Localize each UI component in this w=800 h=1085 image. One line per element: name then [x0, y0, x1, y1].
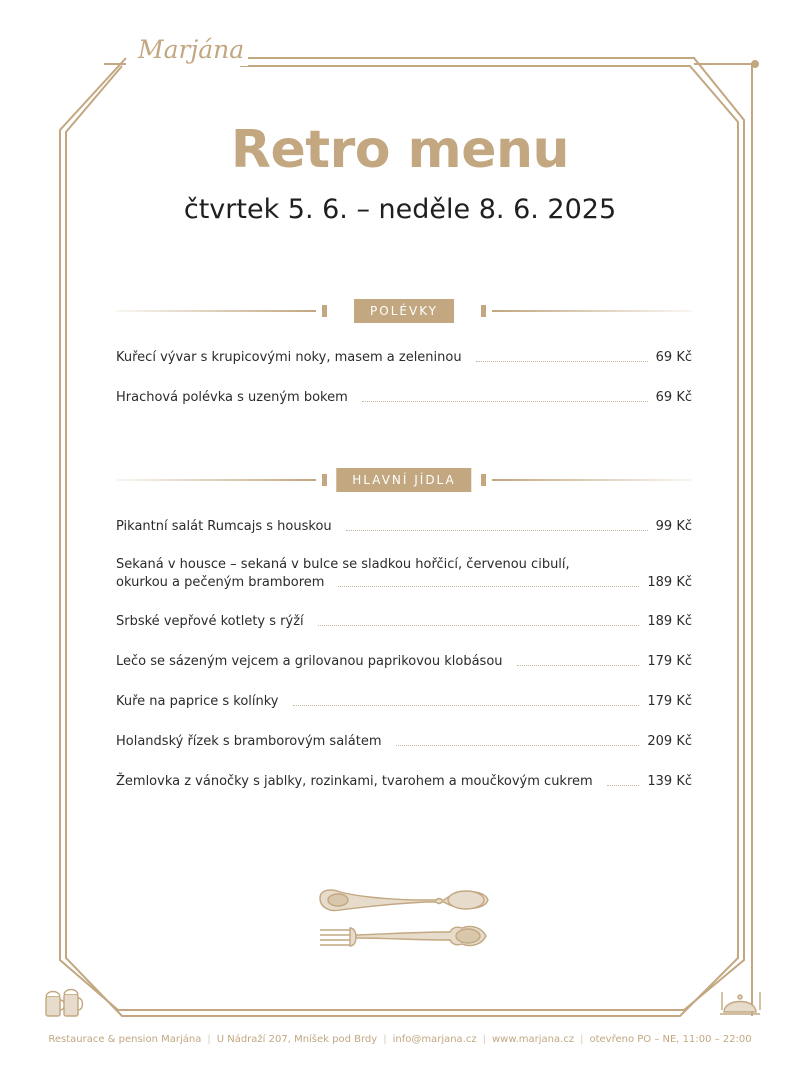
menu-item — [116, 653, 692, 671]
dot-leader — [318, 625, 640, 626]
item-name-line2: okurkou a pečeným bramborem — [116, 575, 325, 590]
dot-leader — [338, 586, 639, 587]
divider-right — [492, 479, 692, 481]
brand-logo: Marjána — [134, 34, 248, 66]
date-range: čtvrtek 5. 6. – neděle 8. 6. 2025 — [183, 194, 617, 225]
divider-notch — [322, 305, 327, 317]
page-title: Retro menu — [230, 120, 570, 180]
item-name: Kuře na paprice s kolínky — [116, 694, 279, 709]
menu-item — [116, 693, 692, 711]
footer-business-name: Restaurace & pension Marjána — [48, 1034, 202, 1045]
footer — [0, 1034, 800, 1045]
dot-leader — [362, 401, 648, 402]
item-price: 189 Kč — [647, 614, 692, 629]
item-name-line2-row — [116, 574, 647, 592]
item-name-block — [116, 556, 647, 592]
item-name: Žemlovka z vánočky s jablky, rozinkami, tvarohem a moučkovým cukrem — [116, 774, 593, 789]
separator: | — [383, 1034, 387, 1045]
divider-notch — [481, 474, 486, 486]
separator: | — [207, 1034, 211, 1045]
divider-notch — [481, 305, 486, 317]
item-name: Holandský řízek s bramborovým salátem — [116, 734, 382, 749]
divider-left — [116, 310, 316, 312]
menu-item — [116, 613, 692, 631]
dot-leader — [476, 361, 648, 362]
section-header-soups — [116, 299, 692, 323]
dot-leader — [346, 530, 648, 531]
divider-notch — [322, 474, 327, 486]
item-name: Kuřecí vývar s krupicovými noky, masem a zeleninou — [116, 350, 462, 365]
cloche-icon — [718, 986, 764, 1020]
dot-leader — [293, 705, 640, 706]
footer-email-link[interactable]: info@marjana.cz — [392, 1034, 477, 1045]
item-price: 189 Kč — [647, 575, 692, 590]
separator: | — [580, 1034, 584, 1045]
item-name: Hrachová polévka s uzeným bokem — [116, 390, 348, 405]
item-price: 99 Kč — [655, 519, 692, 534]
item-price: 139 Kč — [647, 774, 692, 789]
item-price: 69 Kč — [655, 390, 692, 405]
menu-item — [116, 733, 692, 751]
footer-web-link[interactable]: www.marjana.cz — [492, 1034, 575, 1045]
menu-item — [116, 773, 692, 791]
section-header-main-courses — [116, 468, 692, 492]
section-label: HLAVNÍ JÍDLA — [336, 468, 471, 492]
item-price: 209 Kč — [647, 734, 692, 749]
item-name: Lečo se sázeným vejcem a grilovanou paprikovou klobásou — [116, 654, 503, 669]
menu-item — [116, 556, 692, 592]
menu-item — [116, 518, 692, 536]
section-label: POLÉVKY — [354, 299, 454, 323]
dot-leader — [517, 665, 640, 666]
divider-left — [116, 479, 316, 481]
dot-leader — [607, 785, 640, 786]
item-price: 69 Kč — [655, 350, 692, 365]
divider-right — [492, 310, 692, 312]
item-price: 179 Kč — [647, 694, 692, 709]
dot-leader — [396, 745, 640, 746]
menu-item — [116, 349, 692, 367]
footer-opening-hours: otevřeno PO – NE, 11:00 – 22:00 — [589, 1034, 752, 1045]
separator: | — [482, 1034, 486, 1045]
item-name: Srbské vepřové kotlety s rýží — [116, 614, 304, 629]
item-name: Sekaná v housce – sekaná v bulce se sladkou hořčicí, červenou cibulí, — [116, 557, 570, 572]
menu-item — [116, 389, 692, 407]
footer-address: U Nádraží 207, Mníšek pod Brdy — [216, 1034, 378, 1045]
spoon-and-fork-icon — [316, 880, 492, 952]
beer-mugs-icon — [42, 988, 88, 1020]
item-name: Pikantní salát Rumcajs s houskou — [116, 519, 332, 534]
item-price: 179 Kč — [647, 654, 692, 669]
